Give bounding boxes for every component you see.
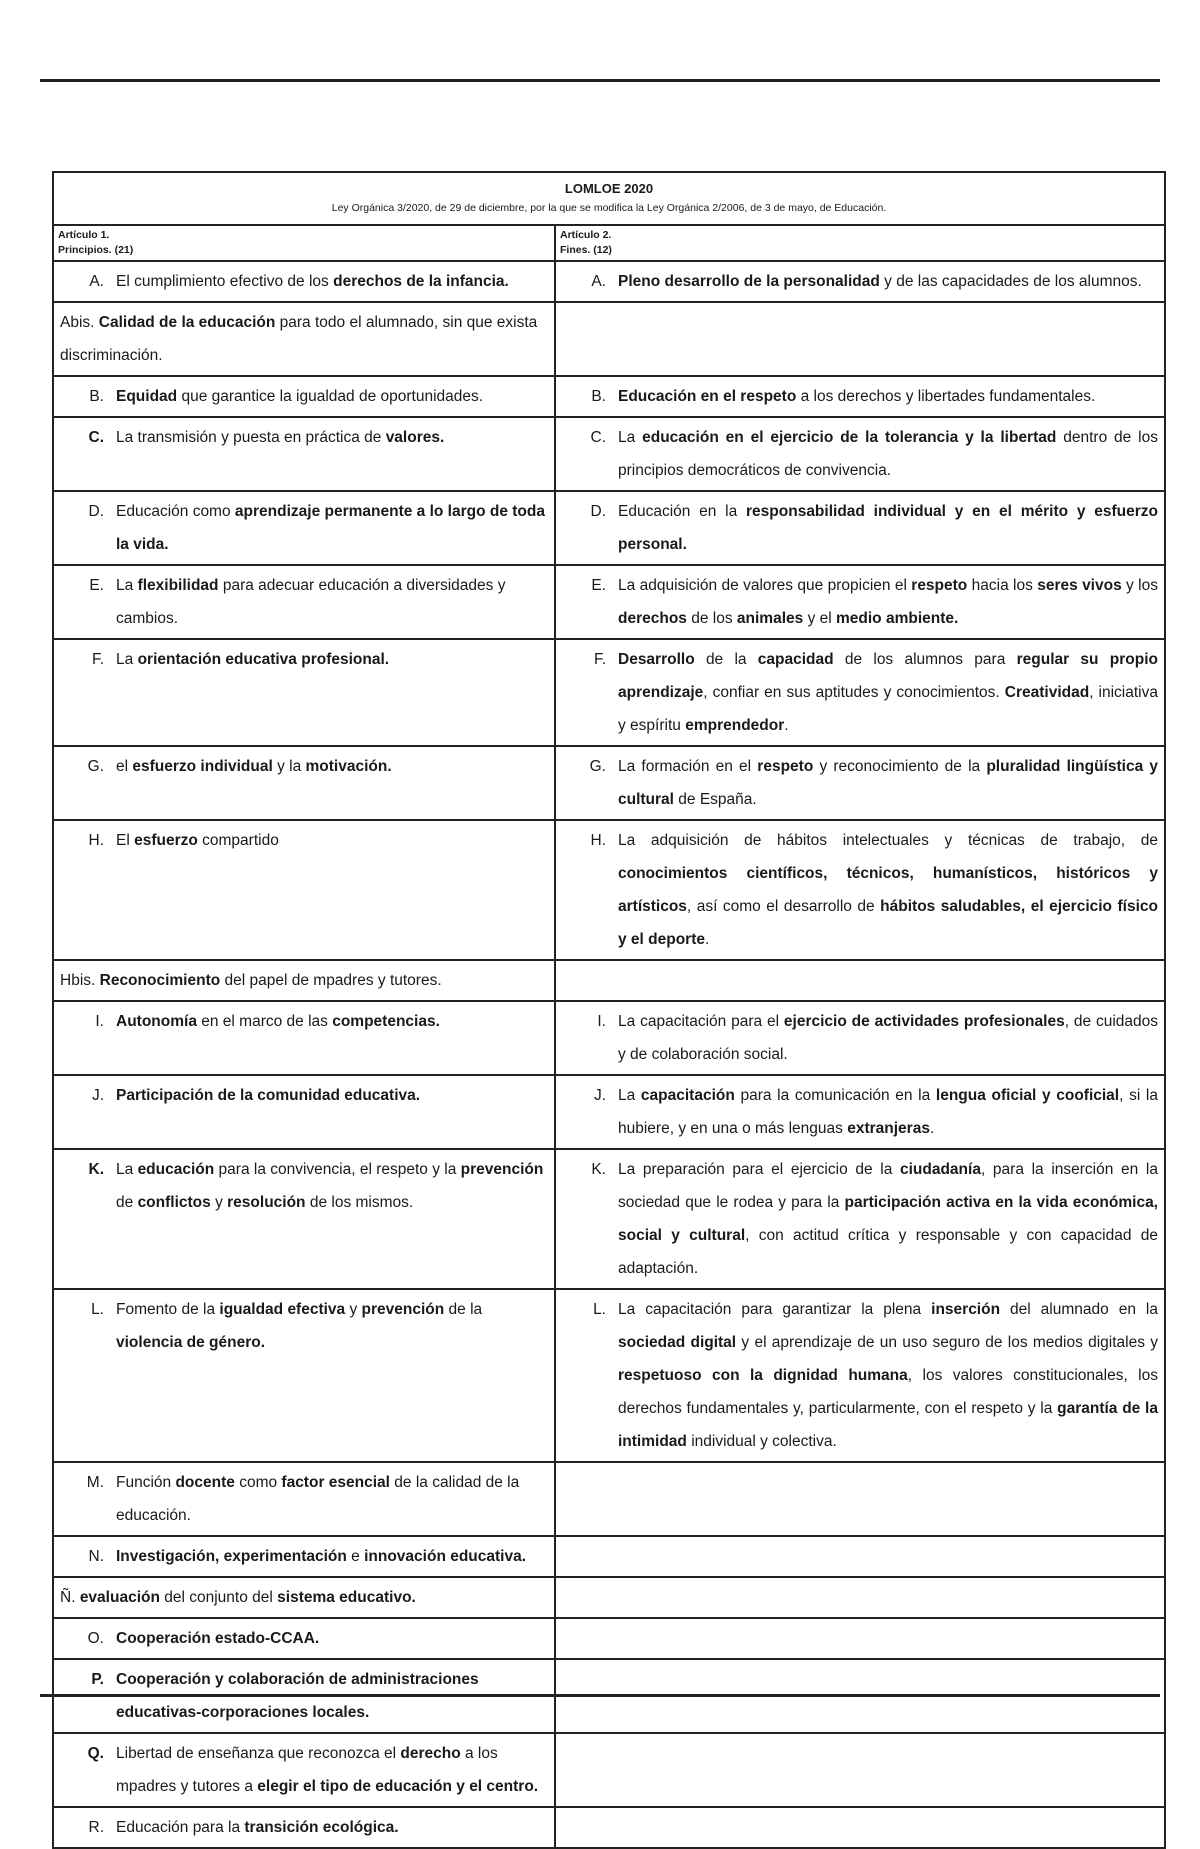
right-cell (555, 1289, 1165, 1462)
left-item-text (116, 1005, 548, 1038)
text-run: inserción (931, 1301, 1001, 1318)
left-item-letter: Q. (87, 1745, 104, 1762)
left-item-text (116, 824, 548, 857)
text-run: Cooperación estado-CCAA. (116, 1630, 320, 1647)
text-run: lengua oficial y cooficial (935, 1087, 1120, 1104)
text-run: en el marco de las (196, 1013, 333, 1030)
right-cell (555, 491, 1165, 565)
right-list-item (562, 824, 1158, 956)
text-run: a los mpadres y tutores a (116, 1745, 498, 1795)
right-item-text (618, 1293, 1158, 1458)
right-cell (555, 1001, 1165, 1075)
left-cell (53, 417, 555, 491)
text-run: hábitos saludables, el ejercicio físico y el deporte (618, 898, 1159, 948)
left-cell (53, 1536, 555, 1577)
left-item-text (116, 495, 548, 561)
left-item-letter: D. (88, 503, 104, 520)
text-run: Educación como (116, 503, 235, 520)
left-item-text (116, 1737, 548, 1803)
text-run: . (705, 931, 710, 948)
text-run: La formación en el (618, 758, 758, 775)
text-run: derechos de la infancia. (333, 273, 509, 290)
col2-header-title: Fines. (12) (560, 244, 612, 256)
left-list-item (60, 750, 548, 783)
left-cell (53, 376, 555, 417)
left-item-letter: C. (88, 429, 104, 446)
right-item-text (618, 569, 1158, 635)
right-item-text (618, 265, 1158, 298)
text-run: resolución (227, 1194, 306, 1211)
right-item-letter: B. (591, 388, 606, 405)
col2-header-article: Artículo 2. (560, 229, 612, 241)
left-item-letter: L. (91, 1301, 104, 1318)
left-item-text (116, 421, 548, 454)
right-item-letter: A. (591, 273, 606, 290)
text-run: animales (736, 610, 804, 627)
table-row (53, 746, 1165, 820)
table-row (53, 1733, 1165, 1807)
right-cell (555, 960, 1165, 1001)
right-list-item (562, 421, 1158, 487)
right-cell (555, 639, 1165, 746)
left-item-text (116, 1079, 548, 1112)
text-run: Función (116, 1474, 176, 1491)
left-list-item (60, 265, 548, 298)
text-run: para la comunicación en la (734, 1087, 936, 1104)
left-list-item (60, 1540, 548, 1573)
text-run: para la convivencia, el respeto y la (214, 1161, 461, 1178)
text-run: El cumplimiento efectivo de los (116, 273, 334, 290)
right-list-item (562, 265, 1158, 298)
right-cell (555, 1807, 1165, 1848)
text-run: del conjunto del (159, 1589, 278, 1606)
right-list-item (562, 750, 1158, 816)
text-run: La capacitación para el (618, 1013, 784, 1030)
left-item-letter: G. (87, 758, 104, 775)
right-item-text (618, 824, 1158, 956)
left-list-item (60, 1466, 548, 1532)
text-run: igualdad efectiva (219, 1301, 346, 1318)
left-list-item (60, 495, 548, 561)
table-row (53, 1075, 1165, 1149)
left-cell (53, 1577, 555, 1618)
text-run: para adecuar educación a diversidades y cambios. (116, 577, 506, 627)
text-run: garantía de la intimidad (618, 1400, 1158, 1450)
right-cell (555, 302, 1165, 376)
table-row (53, 1577, 1165, 1618)
text-run: el (116, 758, 133, 775)
table-row (53, 1807, 1165, 1848)
left-item-letter: F. (91, 651, 104, 668)
text-run: del papel de mpadres y tutores. (220, 972, 442, 989)
right-cell (555, 1462, 1165, 1536)
text-run: Creatividad (1004, 684, 1090, 701)
left-cell (53, 746, 555, 820)
right-list-item (562, 1005, 1158, 1071)
left-cell (53, 1733, 555, 1807)
left-cell (53, 820, 555, 960)
text-run: de los alumnos para (833, 651, 1017, 668)
text-run: Calidad de la educación (98, 314, 276, 331)
text-run: Educación en la (618, 503, 747, 520)
text-run: Pleno desarrollo de la personalidad (618, 273, 880, 290)
text-run: regular su propio aprendizaje (618, 651, 1158, 701)
text-run: conflictos (137, 1194, 211, 1211)
left-list-item (60, 643, 548, 676)
right-cell (555, 1149, 1165, 1289)
text-run: e (346, 1548, 365, 1565)
text-run: derecho (400, 1745, 461, 1762)
right-cell (555, 1733, 1165, 1807)
right-cell (555, 376, 1165, 417)
text-run: para todo el alumnado, sin que exista discriminación. (60, 314, 538, 364)
left-list-item (60, 1622, 548, 1655)
table-row (53, 1149, 1165, 1289)
text-run: participación activa en la vida económica, social y cultural (618, 1194, 1158, 1244)
col1-header-article: Artículo 1. (58, 229, 110, 241)
right-item-text (618, 495, 1158, 561)
text-run: innovación educativa. (364, 1548, 527, 1565)
text-run: ciudadanía (899, 1161, 981, 1178)
text-run: Investigación, experimentación (116, 1548, 347, 1565)
left-item-letter: A. (89, 273, 104, 290)
text-run: capacitación (640, 1087, 735, 1104)
left-list-item (60, 1153, 548, 1219)
text-run: y el aprendizaje de un uso seguro de los medios digitales y (736, 1334, 1159, 1351)
text-run: , con actitud crítica y responsable y con capacidad de adaptación. (618, 1227, 1158, 1277)
text-run: La transmisión y puesta en práctica de (116, 429, 386, 446)
document-title: LOMLOE 2020 (564, 181, 654, 196)
text-run: competencias. (332, 1013, 440, 1030)
right-item-letter: C. (590, 429, 606, 446)
left-item-text (116, 265, 548, 298)
right-item-letter: G. (589, 758, 606, 775)
right-item-text (618, 750, 1158, 816)
text-run: y la (272, 758, 306, 775)
left-item-text (60, 306, 548, 372)
text-run: derechos (618, 610, 687, 627)
text-run: a los derechos y libertades fundamentales. (796, 388, 1096, 405)
right-item-text (618, 643, 1158, 742)
text-run: La adquisición de hábitos intelectuales y técnicas de trabajo, de (618, 832, 1158, 849)
left-cell (53, 1462, 555, 1536)
text-run: conocimientos científicos, técnicos, humanísticos, históricos y artísticos (618, 865, 1158, 915)
text-run: de los (686, 610, 737, 627)
text-run: emprendedor (685, 717, 785, 734)
left-cell (53, 960, 555, 1001)
right-list-item (562, 569, 1158, 635)
text-run: violencia de género. (116, 1334, 266, 1351)
text-run: de los mismos. (305, 1194, 414, 1211)
text-run: compartido (197, 832, 279, 849)
text-run: flexibilidad (137, 577, 219, 594)
right-cell (555, 1618, 1165, 1659)
text-run: Autonomía (116, 1013, 197, 1030)
right-item-text (618, 380, 1158, 413)
left-cell (53, 639, 555, 746)
text-run: de España. (673, 791, 757, 808)
text-run: , de cuidados y de colaboración social. (618, 1013, 1159, 1063)
left-cell (53, 261, 555, 302)
right-cell (555, 1577, 1165, 1618)
left-item-text (116, 1466, 548, 1532)
text-run: esfuerzo individual (132, 758, 273, 775)
text-run: transición ecológica. (244, 1819, 399, 1836)
top-rule (40, 79, 1160, 82)
text-run: respetuoso con la dignidad humana (618, 1367, 908, 1384)
text-run: prevención (361, 1301, 445, 1318)
left-item-text (116, 750, 548, 783)
left-list-item (60, 380, 548, 413)
text-run: Cooperación y colaboración de administraciones educativas-corporaciones locales. (116, 1671, 479, 1721)
right-cell (555, 1536, 1165, 1577)
left-item-letter: R. (88, 1819, 104, 1836)
right-cell (555, 261, 1165, 302)
right-cell (555, 746, 1165, 820)
right-cell (555, 1075, 1165, 1149)
col2-header (555, 225, 1165, 261)
left-list-item (60, 1811, 548, 1844)
text-run: motivación. (305, 758, 392, 775)
text-run: individual y colectiva. (686, 1433, 837, 1450)
left-item-letter: Abis. (60, 314, 99, 331)
text-run: respeto (757, 758, 814, 775)
text-run: extranjeras (847, 1120, 930, 1137)
left-list-item (60, 824, 548, 857)
right-list-item (562, 1153, 1158, 1285)
table-row (53, 565, 1165, 639)
text-run: La (116, 1161, 138, 1178)
text-run: educación (137, 1161, 215, 1178)
left-list-item (60, 1737, 548, 1803)
text-run: capacidad (757, 651, 834, 668)
text-run: de la (694, 651, 758, 668)
text-run: ejercicio de actividades profesionales (783, 1013, 1065, 1030)
text-run: y de las capacidades de los alumnos. (879, 273, 1142, 290)
table-row (53, 1618, 1165, 1659)
left-cell (53, 565, 555, 639)
right-item-letter: L. (593, 1301, 606, 1318)
text-run: y (345, 1301, 362, 1318)
right-item-letter: E. (591, 577, 606, 594)
text-run: factor esencial (281, 1474, 390, 1491)
right-list-item (562, 1079, 1158, 1145)
text-run: de (116, 1194, 138, 1211)
left-item-text (60, 1581, 548, 1614)
left-item-letter: P. (91, 1671, 104, 1688)
table-row (53, 1001, 1165, 1075)
left-cell (53, 302, 555, 376)
text-run: Reconocimiento (99, 972, 221, 989)
text-run: La (618, 429, 643, 446)
text-run: aprendizaje permanente a lo largo de toda la vida. (116, 503, 545, 553)
left-cell (53, 491, 555, 565)
left-item-letter: J. (91, 1087, 104, 1104)
text-run: . (929, 1120, 935, 1137)
text-run: La (116, 651, 138, 668)
right-item-letter: H. (590, 832, 606, 849)
text-run: , confiar en sus aptitudes y conocimientos. (703, 684, 1005, 701)
left-item-text (116, 1811, 548, 1844)
left-item-text (116, 1293, 548, 1359)
text-run: que garantice la igualdad de oportunidades. (177, 388, 484, 405)
text-run: elegir el tipo de educación y el centro. (257, 1778, 539, 1795)
left-item-letter: M. (86, 1474, 104, 1491)
text-run: y los (1121, 577, 1158, 594)
text-run: como (234, 1474, 282, 1491)
left-list-item (60, 421, 548, 454)
text-run: Fomento de la (116, 1301, 220, 1318)
right-cell (555, 820, 1165, 960)
col1-header-title: Principios. (21) (58, 244, 134, 256)
right-item-letter: J. (593, 1087, 606, 1104)
text-run: y reconocimiento de la (813, 758, 987, 775)
right-cell (555, 565, 1165, 639)
left-item-letter: B. (89, 388, 104, 405)
text-run: dentro de los principios democráticos de convivencia. (618, 429, 1158, 479)
text-run: La adquisición de valores que propicien el (618, 577, 912, 594)
right-item-letter: K. (591, 1161, 606, 1178)
text-run: , los valores constitucionales, los derechos fundamentales y, particularmente, con el respeto y la (618, 1367, 1158, 1417)
right-list-item (562, 495, 1158, 561)
text-run: , para la inserción en la sociedad que le rodea y para la (618, 1161, 1158, 1211)
text-run: y (210, 1194, 228, 1211)
table-row (53, 491, 1165, 565)
title-cell (53, 172, 1165, 225)
left-item-letter: E. (89, 577, 104, 594)
text-run: de la calidad de la educación. (116, 1474, 520, 1524)
left-cell (53, 1289, 555, 1462)
right-item-letter: D. (590, 503, 606, 520)
text-run: respeto (911, 577, 968, 594)
text-run: esfuerzo (134, 832, 198, 849)
left-list-item (60, 1293, 548, 1359)
text-run: , si la hubiere, y en una o más lenguas (618, 1087, 1158, 1137)
left-cell (53, 1618, 555, 1659)
table-row (53, 376, 1165, 417)
text-run: La preparación para el ejercicio de la (618, 1161, 900, 1178)
text-run: educación en el ejercicio de la tolerancia y la libertad (642, 429, 1057, 446)
left-item-letter: N. (88, 1548, 104, 1565)
left-list-item (60, 1079, 548, 1112)
table-row (53, 417, 1165, 491)
text-run: responsabilidad individual y en el mérito y esfuerzo personal. (618, 503, 1158, 553)
left-cell (53, 1807, 555, 1848)
text-run: Participación de la comunidad educativa. (116, 1087, 421, 1104)
text-run: Educación en el respeto (618, 388, 797, 405)
table-row (53, 302, 1165, 376)
text-run: y el (803, 610, 836, 627)
text-run: Equidad (116, 388, 178, 405)
text-run: hacia los (967, 577, 1038, 594)
text-run: Desarrollo (618, 651, 695, 668)
text-run: La (618, 1087, 641, 1104)
comparison-table (52, 171, 1166, 1849)
table-row (53, 1536, 1165, 1577)
text-run: Libertad de enseñanza que reconozca el (116, 1745, 401, 1762)
right-item-letter: F. (593, 651, 606, 668)
text-run: orientación educativa profesional. (137, 651, 390, 668)
left-item-letter: I. (95, 1013, 104, 1030)
table-row (53, 261, 1165, 302)
text-run: La capacitación para garantizar la plena (618, 1301, 932, 1318)
left-list-item (60, 1005, 548, 1038)
text-run: de la (444, 1301, 483, 1318)
bottom-rule (40, 1694, 1160, 1697)
table-row (53, 1289, 1165, 1462)
text-run: , iniciativa y espíritu (618, 684, 1158, 734)
text-run: pluralidad lingüística y cultural (618, 758, 1159, 808)
left-cell (53, 1075, 555, 1149)
text-run: docente (175, 1474, 235, 1491)
table-row (53, 820, 1165, 960)
col1-header (53, 225, 555, 261)
text-run: sociedad digital (618, 1334, 737, 1351)
left-cell (53, 1149, 555, 1289)
left-item-text (116, 380, 548, 413)
text-run: La (116, 577, 138, 594)
text-run: medio ambiente. (836, 610, 959, 627)
left-item-letter: K. (88, 1161, 104, 1178)
left-item-text (116, 569, 548, 635)
table-row (53, 639, 1165, 746)
left-item-text (116, 1622, 548, 1655)
right-cell (555, 417, 1165, 491)
right-list-item (562, 643, 1158, 742)
text-run: valores. (385, 429, 445, 446)
text-run: del alumnado en la (1000, 1301, 1158, 1318)
text-run: . (784, 717, 789, 734)
text-run: , así como el desarrollo de (686, 898, 881, 915)
left-item-letter: Hbis. (60, 972, 100, 989)
text-run: evaluación (79, 1589, 160, 1606)
left-list-item (60, 569, 548, 635)
right-item-text (618, 1079, 1158, 1145)
text-run: seres vivos (1037, 577, 1122, 594)
left-item-text (116, 1540, 548, 1573)
text-run: El (116, 832, 135, 849)
text-run: sistema educativo. (277, 1589, 416, 1606)
left-cell (53, 1001, 555, 1075)
left-item-text (116, 1153, 548, 1219)
left-item-text (116, 643, 548, 676)
table-row (53, 1462, 1165, 1536)
header-row (53, 225, 1165, 261)
text-run: Educación para la (116, 1819, 245, 1836)
left-item-letter: H. (88, 832, 104, 849)
title-row (53, 172, 1165, 225)
right-item-text (618, 421, 1158, 487)
left-item-letter: Ñ. (60, 1589, 80, 1606)
right-item-letter: I. (597, 1013, 606, 1030)
table-row (53, 960, 1165, 1001)
right-list-item (562, 1293, 1158, 1458)
right-item-text (618, 1153, 1158, 1285)
document-subtitle: Ley Orgánica 3/2020, de 29 de diciembre, por la que se modifica la Ley Orgánica 2/2006, de 3 de mayo, de Educación. (331, 202, 887, 214)
left-item-letter: O. (87, 1630, 104, 1647)
left-item-text (60, 964, 548, 997)
text-run: prevención (460, 1161, 544, 1178)
right-list-item (562, 380, 1158, 413)
right-item-text (618, 1005, 1158, 1071)
